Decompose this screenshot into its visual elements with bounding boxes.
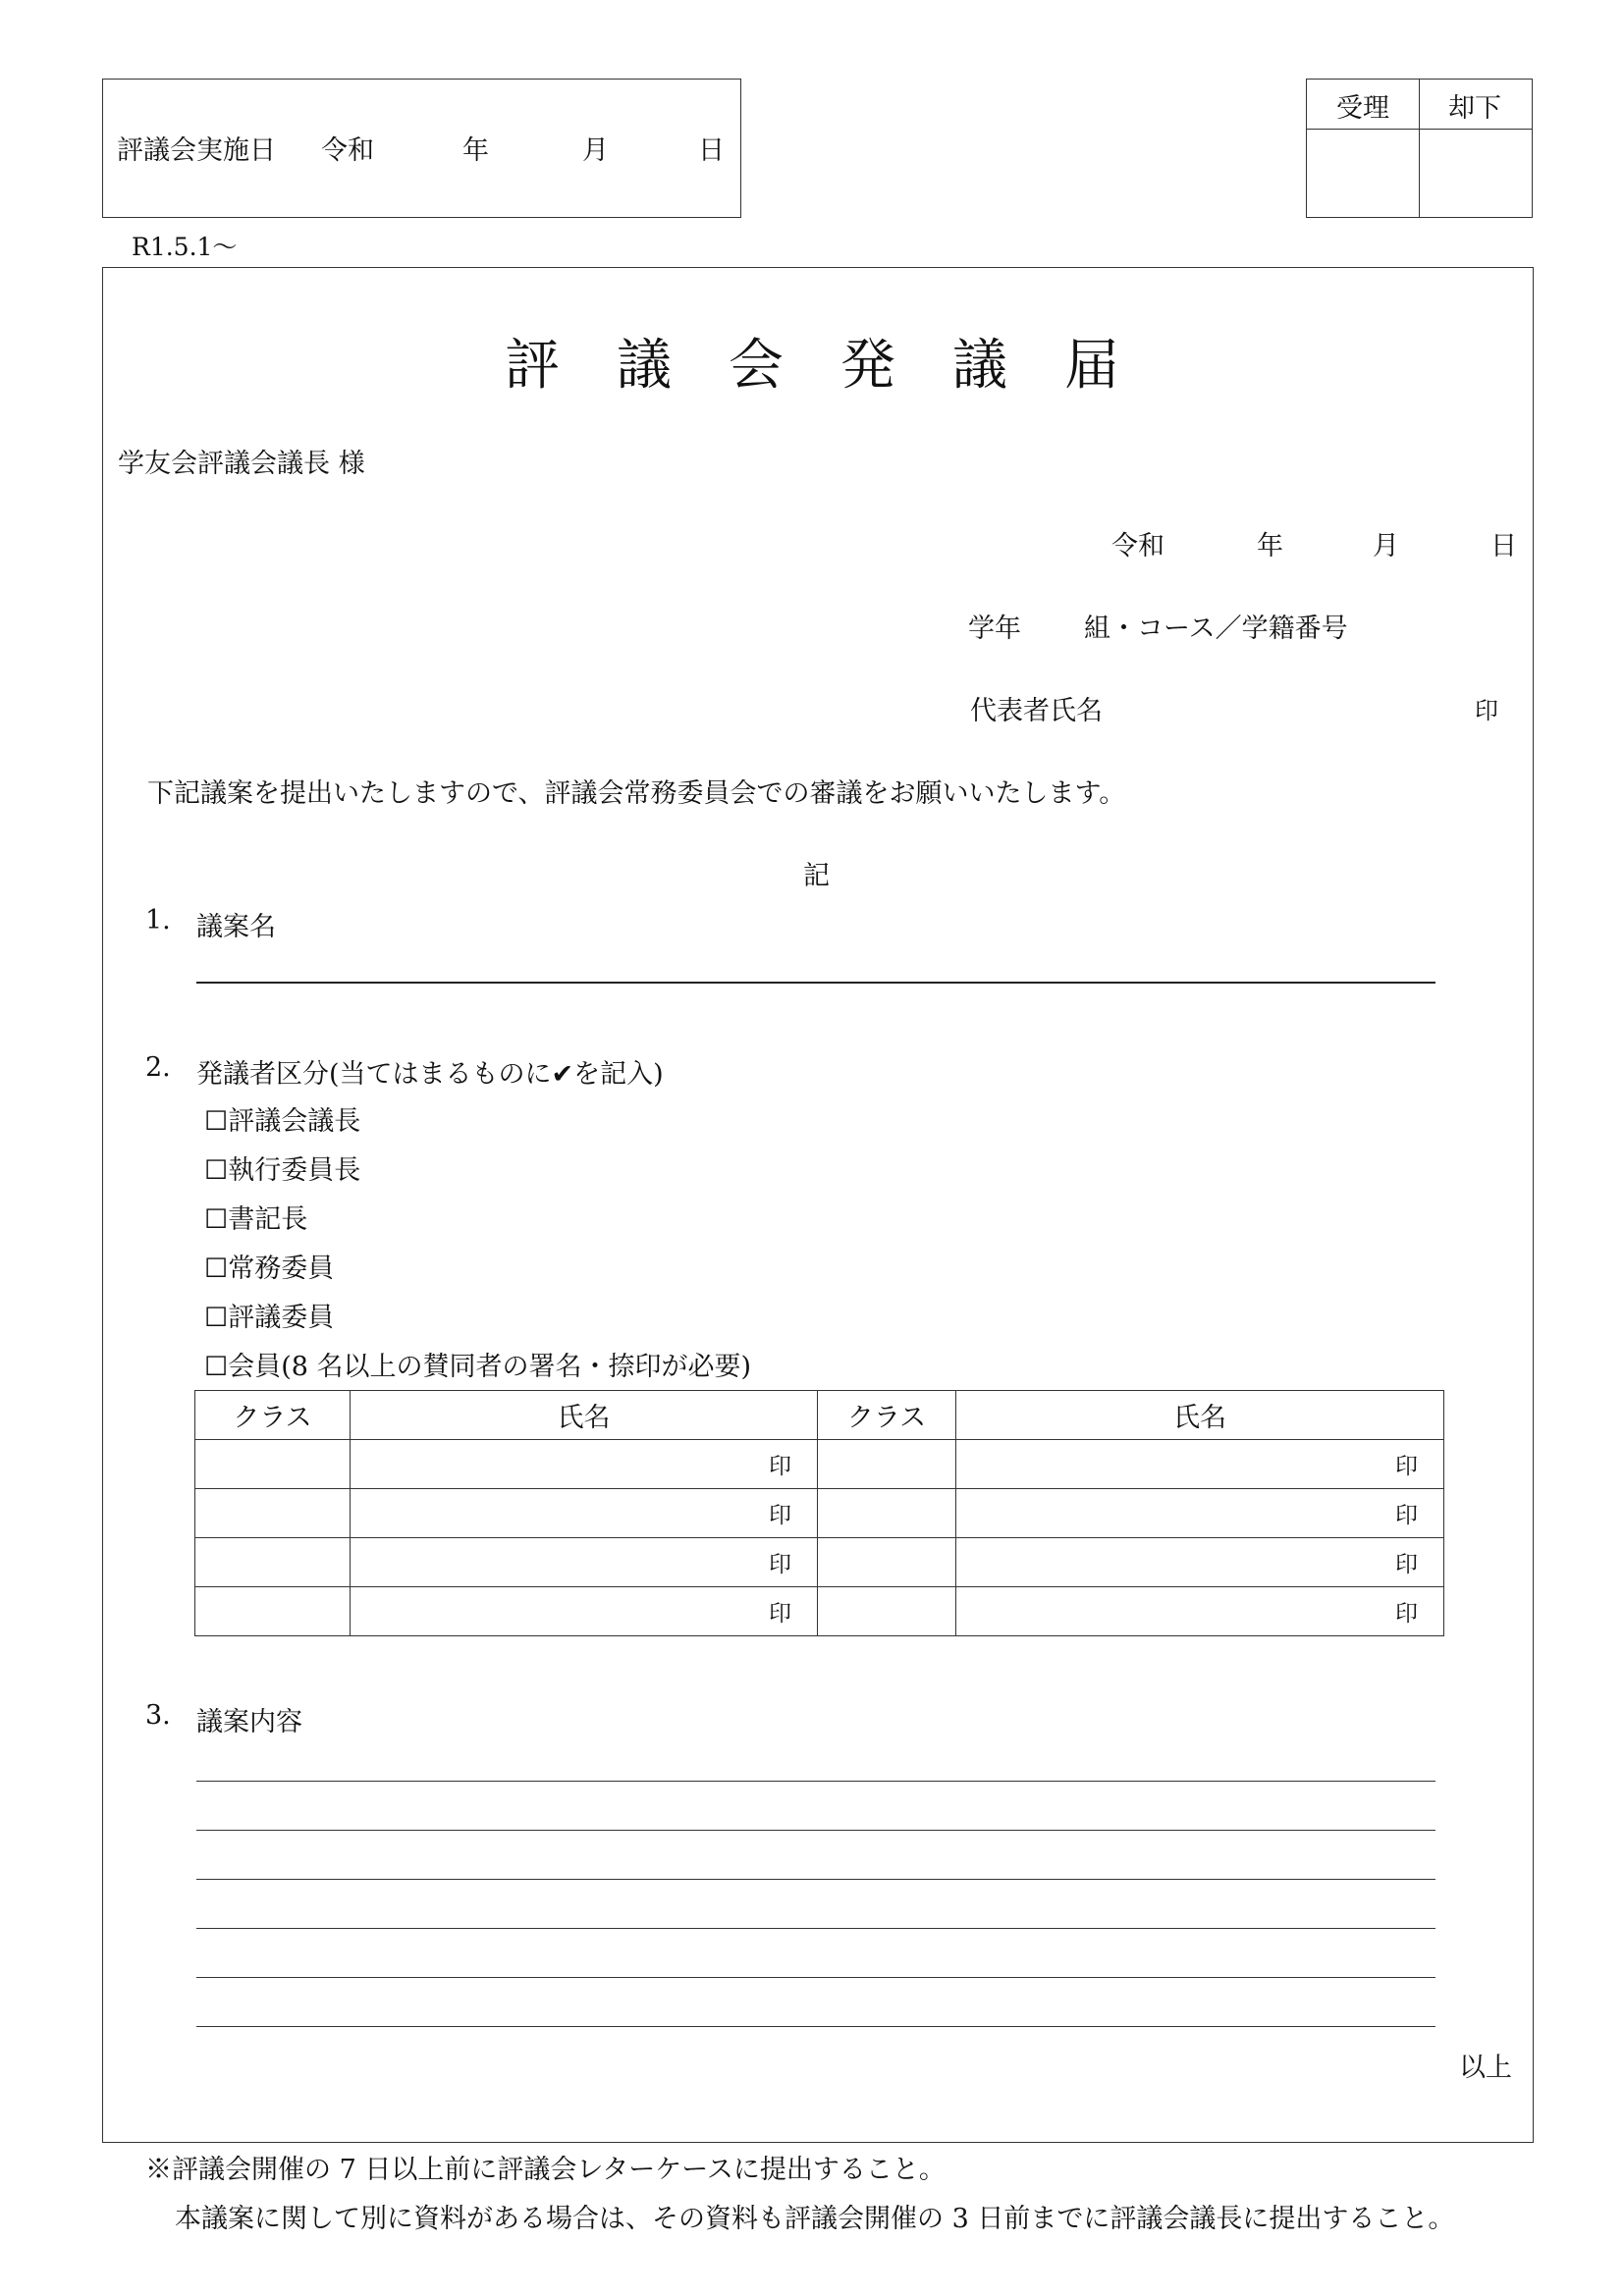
- name-cell[interactable]: 印: [351, 1587, 818, 1636]
- section-1-number: 1.: [145, 905, 171, 935]
- ki-label: 記: [803, 861, 830, 891]
- table-row: [195, 1587, 1444, 1636]
- form-frame: [102, 267, 1534, 2143]
- category-checkbox-standing[interactable]: ☐常務委員: [204, 1254, 335, 1284]
- addressee: 学友会評議会議長 様: [118, 449, 365, 479]
- name-cell[interactable]: 印: [956, 1489, 1444, 1538]
- version-label: R1.5.1～: [132, 233, 238, 261]
- page-title: 評議会発議届: [505, 334, 1176, 398]
- representative-label: 代表者氏名: [970, 696, 1103, 726]
- column-header-name: 氏名: [956, 1391, 1444, 1440]
- category-checkbox-executive[interactable]: ☐執行委員長: [204, 1155, 361, 1186]
- class-cell[interactable]: [818, 1587, 956, 1636]
- section-1-label: 議案名: [196, 912, 276, 942]
- content-line[interactable]: [196, 1977, 1435, 1978]
- meeting-date-year: 年: [462, 135, 489, 166]
- name-cell[interactable]: 印: [351, 1440, 818, 1489]
- class-cell[interactable]: [818, 1440, 956, 1489]
- submit-date-era: 令和: [1111, 531, 1164, 561]
- section-2-number: 2.: [145, 1052, 171, 1083]
- receipt-reject-box: [1306, 79, 1533, 218]
- class-cell[interactable]: [818, 1489, 956, 1538]
- class-cell[interactable]: [195, 1440, 351, 1489]
- name-cell[interactable]: 印: [956, 1587, 1444, 1636]
- name-cell[interactable]: 印: [351, 1489, 818, 1538]
- category-checkbox-chair[interactable]: ☐評議会議長: [204, 1106, 361, 1137]
- meeting-date-day: 日: [698, 135, 725, 166]
- content-line[interactable]: [196, 1781, 1435, 1782]
- section-3-number: 3.: [145, 1700, 171, 1731]
- receipt-cell[interactable]: [1307, 131, 1418, 217]
- column-header-class: クラス: [195, 1391, 351, 1440]
- class-cell[interactable]: [818, 1538, 956, 1587]
- meeting-date-box: [102, 79, 741, 218]
- column-header-class: クラス: [818, 1391, 956, 1440]
- content-line[interactable]: [196, 1830, 1435, 1831]
- section-2-label: 発議者区分(当てはまるものに✔を記入): [196, 1059, 664, 1090]
- submit-date-month: 月: [1373, 531, 1399, 561]
- submit-date-year: 年: [1257, 531, 1283, 561]
- proposal-name-line[interactable]: [196, 982, 1435, 984]
- reject-cell[interactable]: [1421, 131, 1532, 217]
- table-row: [195, 1489, 1444, 1538]
- table-row: [195, 1440, 1444, 1489]
- receipt-label: 受理: [1336, 93, 1389, 124]
- grade-label: 学年: [968, 614, 1021, 644]
- content-line[interactable]: [196, 1879, 1435, 1880]
- class-cell[interactable]: [195, 1587, 351, 1636]
- table-header-row: [195, 1391, 1444, 1440]
- footer-note-2: 本議案に関して別に資料がある場合は、その資料も評議会開催の 3 日前までに評議会議長に提出すること。: [175, 2204, 1455, 2234]
- meeting-date-era: 令和: [321, 135, 374, 166]
- submit-date-day: 日: [1490, 531, 1517, 561]
- representative-seal: 印: [1475, 697, 1498, 724]
- column-header-name: 氏名: [351, 1391, 818, 1440]
- class-cell[interactable]: [195, 1538, 351, 1587]
- footer-note-1: ※評議会開催の 7 日以上前に評議会レターケースに提出すること。: [145, 2155, 946, 2185]
- class-cell[interactable]: [195, 1489, 351, 1538]
- category-checkbox-secretary[interactable]: ☐書記長: [204, 1204, 308, 1235]
- category-checkbox-member[interactable]: ☐会員(8 名以上の賛同者の署名・捺印が必要): [204, 1352, 752, 1382]
- name-cell[interactable]: 印: [956, 1440, 1444, 1489]
- class-course-label: 組・コース／学籍番号: [1084, 614, 1348, 644]
- supporters-table: [194, 1390, 1444, 1636]
- section-3-label: 議案内容: [196, 1707, 302, 1737]
- name-cell[interactable]: 印: [956, 1538, 1444, 1587]
- table-row: [195, 1538, 1444, 1587]
- meeting-date-label: 評議会実施日: [117, 135, 276, 166]
- content-line[interactable]: [196, 2026, 1435, 2027]
- meeting-date-month: 月: [582, 135, 609, 166]
- category-checkbox-council[interactable]: ☐評議委員: [204, 1303, 335, 1333]
- intro-text: 下記議案を提出いたしますので、評議会常務委員会での審議をお願いいたします。: [147, 778, 1126, 809]
- closing-text: 以上: [1459, 2053, 1512, 2083]
- content-line[interactable]: [196, 1928, 1435, 1929]
- name-cell[interactable]: 印: [351, 1538, 818, 1587]
- reject-label: 却下: [1448, 93, 1501, 124]
